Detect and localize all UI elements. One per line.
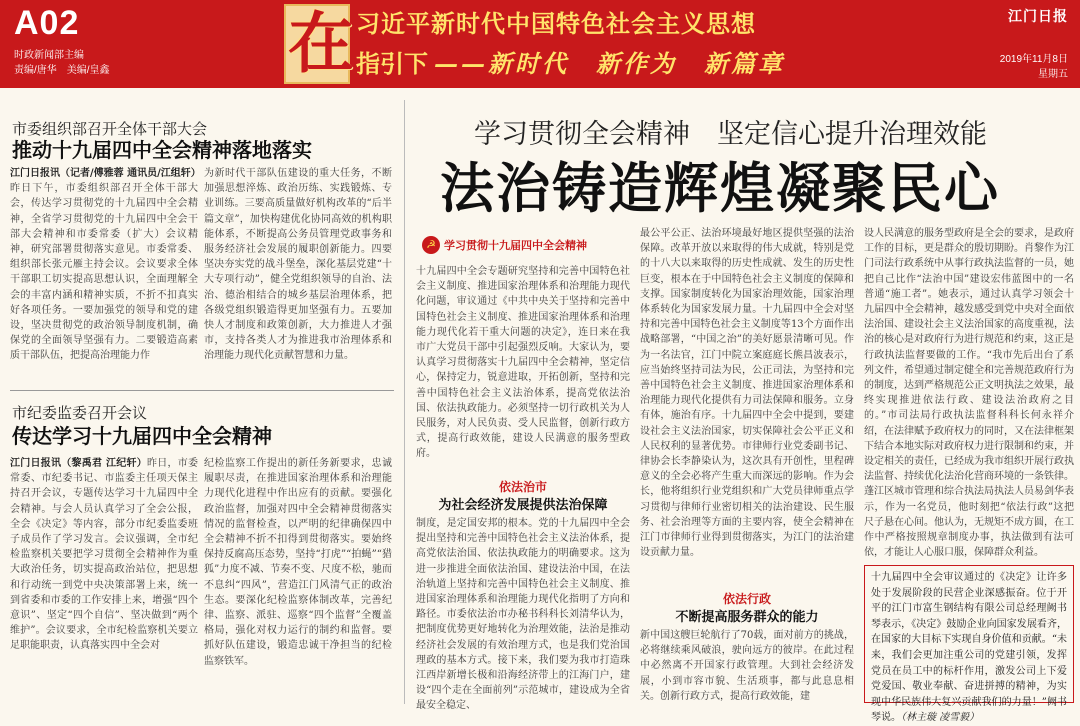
paper-name: 江门日报 bbox=[1008, 9, 1068, 25]
party-emblem-icon: ☭ bbox=[422, 236, 440, 254]
article1-col2: 为新时代干部队伍建设的重大任务，不断加强思想淬炼、政治历练、实践锻炼、专业训练。三要高质量做好机构改革的“后半篇文章”，加快构建优化协同高效的机构职能体系，不断提高公务员管理党政事务和服务经济社会发展的履职创新能力。四要坚决夯实党的战斗堡垒，深化基层党建“十大专项行动”，健全党组织领导的自治、法治、德治相结合的城乡基层治理体系，把各级党组织锻造得更加坚强有力。五要加快人才制度和政策创新，大力推进人才强市，支持各类人才为推进我市治理体系和治理能力现代化贡献智慧和力量。 bbox=[204, 168, 392, 362]
main-col-a: 十九届四中全会专题研究坚持和完善中国特色社会主义制度、推进国家治理体系和治理能力现代化问题，审议通过《中共中央关于坚持和完善中国特色社会主义制度、推进国家治理体系和治理能力现代化若干重大问题的决定》，连日来在我市广大党员干部中引起强烈反响。大家认为，要认真学习贯彻落实十九届四中全会精神，坚定信心，保持定力，锐意进取，开拓创新，坚持和完善中国特色社会主义法治体系，提高党依法治国、依法执政能力。必须坚持一切行政机关为人民服务，对人民负责、受人民监督，创新行政方式，提高行政效能，建设人民满意的服务型政府。 bbox=[416, 266, 630, 460]
callout-text: 十九届四中全会审议通过的《决定》让许多处于发展阶段的民营企业深感振奋。位于开平的江门市富生钢结构有限公司总经理阙书琴表示，《决定》鼓励企业向国家发展看齐，在国家的大目标下实现自身价值和贡献。“未来，我们会更加注重公司的党建引领，发挥党员在员工中的标杆作用，激发公司上下爱党爱国、敬业奉献、奋进拼搏的精神，为实现中华民族伟大复兴贡献我们的力量！”阙书琴说。 bbox=[871, 572, 1067, 724]
article2-byline: 江门日报讯（黎禹君 江纪轩） bbox=[10, 458, 147, 469]
masthead bbox=[0, 0, 1080, 88]
topic-badge bbox=[422, 236, 624, 254]
sub-b-kicker: 依法行政 bbox=[722, 592, 771, 606]
sub-b-title: 不断提高服务群众的能力 bbox=[675, 610, 819, 625]
article1-col1-text: 昨日下午，市委组织部召开全体干部大会，传达学习贯彻党的十九届四中全会精神，全省学习贯彻党的十九届四中全会干部大会精神和市委常委（扩大）会议精神，研究部署贯彻落实意见。市委常委、组织部长张元雁主持会议。会议要求全体干部职工切实提高思想认识，全面理解全会的丰富内涵和精神实质，不折不扣真实好各项任务。一要加强党的领导和党的建设，坚决贯彻党的政治领导制度机制，确保党的全面领导坚强有力。二要锻造高素质干部队伍，把提高治理能力作 bbox=[10, 183, 198, 362]
article2-col1 bbox=[10, 456, 198, 704]
main-col-c: 设人民满意的服务型政府是全会的要求，是政府工作的目标，更是群众的殷切期盼。肖黎作为江门司法行政系统中从事行政执法监督的一员，她把自己比作“法治中国”建设宏伟蓝图中的一名普通“施工者”。她表示，通过认真学习领会十九届四中全会精神，越发感受到党中央对全面依法治国、建设社会主义法治国家的高度重视，法治的核心是对政府行为进行规范和约束，这正是行政执法监督要做的工作。“我市先后出台了系列文件，希望通过制定健全和完善规范政府行为的制度，达到严格规范公正文明执法之效果，最终实现推进依法行政、建设法治政府之目的。”市司法局行政执法监督科科长何永祥介绍，在法律赋予政府权力的同时，又在法律框架下结合本地实际对政府权力进行限制和约束，并设定相关的责任，已经成为我市组织开展行政执法监督、持续优化法治化营商环境的一条铁律。蓬江区城市管理和综合执法局执法人员易剑华表示，作为一名党员，他时刻把“依法行政”这把尺子悬在心间。他认为，无规矩不成方圆，在工作中严格按照规章制度办事，执法做到有法可依，才能让人心服口服，保障群众利益。 bbox=[864, 228, 1074, 559]
main-col-b: 最公平公正、法治环境最好地区提供坚强的法治保障。改革开放以来取得的伟大成就，特别是党的十八大以来取得的历史性成就、发生的历史性巨变，根本在于中国特色社会主义制度的保障和支撑。国家制度转化为国家治理效能，国家治理体系转化为国家发展力量。十九届四中全会对坚持和完善中国特色社会主义制度等13个方面作出战略部署，“中国之治”的美好愿景清晰可见。作为一名法官，江门中院立案庭庭长熊昌波表示，应当始终坚持司法为民，公正司法，为坚持和完善中国特色社会主义制度、推进国家治理体系和治理能力现代化提供有力司法保障和服务。立身有体，施治有序。十九届四中全会中提到，要建设社会主义法治国家，切实保障社会公平正义和人民权利的显著优势。市律师行业党委副书记、律协会长李静染认为，这次具有开创性，里程碑意义的全会必将产生重大而深远的影响。作为会长，他将组织行业党组织和广大党员律师重点学习贯彻与律师行业密切相关的法治建设、民生服务、社会治理等方面的主要内容，使全会精神在江门市律师行业得到贯彻落实，为江门的法治建设贡献力量。 bbox=[640, 228, 854, 559]
main-col-b2: 新中国这艘巨轮航行了70载，面对前方的挑战，必将继续乘风破浪，驶向远方的彼岸。在此过程中必然离不开国家行政管理。大到社会经济发展，小到市容市貌、生活琐事，都与此息息相关。创新行政方式，提高行政效能，建 bbox=[640, 630, 854, 702]
theme-line-2-lead: 指引下 bbox=[356, 49, 428, 78]
article2-kicker: 市纪委监委召开会议 bbox=[12, 405, 148, 422]
theme-slogan: ——新时代 新作为 新篇章 bbox=[434, 49, 785, 78]
theme-line-2 bbox=[356, 44, 785, 79]
article1-byline: 江门日报讯（记者/傅雅蓉 通讯员/江组轩） bbox=[10, 168, 201, 179]
section-editor: 时政新闻部主编 bbox=[14, 50, 84, 61]
topic-badge-label: 学习贯彻十九届四中全会精神 bbox=[444, 239, 587, 252]
date: 2019年11月8日 bbox=[999, 54, 1068, 65]
sub-a-title: 为社会经济发展提供法治保障 bbox=[438, 498, 608, 513]
section-divider bbox=[10, 390, 394, 391]
sub-a-kicker: 依法治市 bbox=[498, 480, 547, 494]
main-headline: 法治铸造辉煌凝聚民心 bbox=[440, 156, 1000, 220]
article2-col1-text: 昨日，市委常委、市纪委书记、市监委主任项天保主持召开会议，专题传达学习十九届四中全会精神。与会人员认真学习了全会公报，全会《决定》等内容，部分市纪委监委班子成员作了学习发言。会议强调，全市纪检监察机关要把学习贯彻全会精神作为重大政治任务，切实提高政治站位，把思想和行动统一到党中央决策部署上来，统一到省委和市委的工作安排上来，增强“四个意识”、坚定“四个自信”、坚决做到“两个维护”。会议要求，全市纪检监察机关要立足职能职责，认真落实四中全会对 bbox=[10, 458, 199, 652]
callout-credit: （林主璇 凌雪毅） bbox=[901, 712, 980, 724]
article2-title: 传达学习十九届四中全会精神 bbox=[12, 424, 272, 448]
column-divider bbox=[404, 100, 405, 704]
editors: 责编/唐华 美编/皇鑫 bbox=[14, 65, 110, 76]
theme-line-1: 习近平新时代中国特色社会主义思想 bbox=[356, 9, 756, 38]
callout-box bbox=[864, 565, 1074, 724]
article2-col2: 纪检监察工作提出的新任务新要求，忠诚履职尽责，在推进国家治理体系和治理能力现代化进程中作出应有的贡献。要强化政治监督，加强对四中全会精神贯彻落实情况的监督检查，以严明的纪律确保四中全会精神不折不扣得到贯彻落实。要始终保持反腐高压态势，坚持“打虎”“拍蝇”“猎狐”力度不减、节奏不变、尺度不松，驰而不息纠“四风”，营造江门风清气正的政治生态。要深化纪检监察体制改革，完善纪律、监察、派驻、巡察“四个监督”全覆盖格局，强化对权力运行的制约和监督。要抓好队伍建设，锻造忠诚干净担当的纪检监察铁军。 bbox=[204, 458, 392, 667]
issue-date bbox=[1000, 52, 1068, 82]
main-kicker: 学习贯彻全会精神 坚定信心提升治理效能 bbox=[474, 119, 987, 149]
theme-char: 在 bbox=[288, 4, 354, 82]
article1-kicker: 市委组织部召开全体干部大会 bbox=[12, 121, 208, 138]
weekday: 星期五 bbox=[1038, 69, 1068, 80]
main-col-a2: 制度，是定国安邦的根本。党的十九届四中全会提出坚持和完善中国特色社会主义法治体系，提高党依法治国、依法执政能力的明确要求。这为进一步推进全面依法治国、建设法治中国，在法治轨道上坚持和完善中国特色社会主义制度、推进国家治理体系和治理能力现代化指明了方向和路径。市委依法治市办秘书科科长刘清华认为，把制度优势更好地转化为治理效能，法治是推动经济社会发展的有效治理方式，也是我们党治国理政的基本方式。接下来，我们要为我市打造珠江西岸新增长极和沿海经济带上的江海门户，建设“四个走在全面前列”示范城市，建设成为全省最安全稳定、 bbox=[416, 518, 630, 712]
editor-credits bbox=[14, 48, 110, 78]
article1-title: 推动十九届四中全会精神落地落实 bbox=[12, 138, 312, 162]
page-number: A02 bbox=[14, 4, 80, 42]
article1-col1 bbox=[10, 166, 201, 378]
